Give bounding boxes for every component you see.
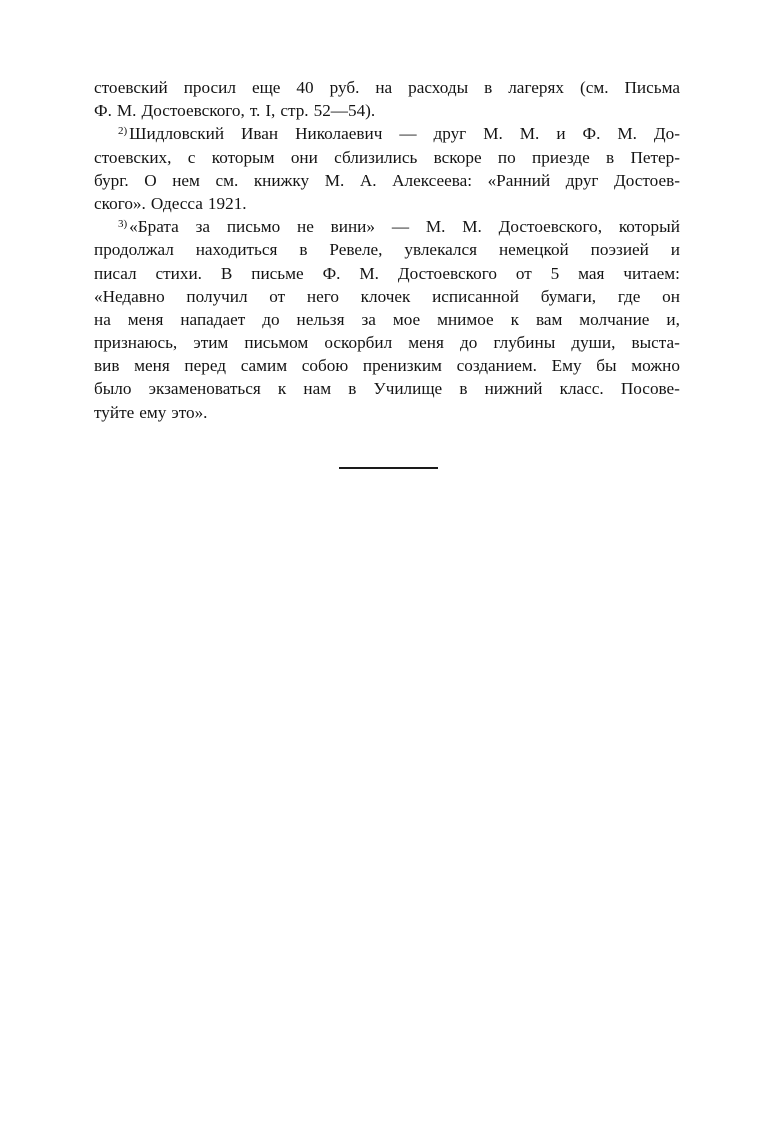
word: меня (408, 333, 444, 353)
word: выста- (631, 333, 680, 353)
word: писал (94, 263, 137, 283)
word: туйте (94, 402, 135, 422)
word: Алексеева: (392, 170, 473, 190)
word: это». (171, 402, 208, 422)
word: от (269, 286, 286, 306)
word: в (348, 379, 357, 399)
text-line (94, 99, 680, 122)
word: $^{2)}$ Шидловский (118, 124, 225, 144)
section-divider-rule (339, 467, 438, 469)
word: мое (392, 309, 421, 329)
word: М. (519, 124, 540, 144)
word: Николаевич (295, 124, 383, 144)
word: до (460, 333, 478, 353)
text-line (94, 76, 680, 99)
word: До- (653, 124, 680, 144)
word: за (195, 217, 211, 237)
footnote-marker: 3) (118, 218, 128, 231)
word: М. (359, 263, 379, 283)
word: просил (183, 78, 236, 97)
text-line (94, 354, 680, 377)
word: Ф. (322, 263, 341, 283)
word: собою (301, 356, 349, 376)
word: не (297, 217, 314, 237)
word: самим (240, 356, 288, 376)
word: руб. (329, 78, 360, 97)
word: признаюсь, (94, 333, 178, 353)
word: и (670, 240, 680, 260)
word: души, (571, 333, 616, 353)
word: до (262, 309, 280, 329)
word: поэзией (590, 240, 649, 260)
word: мнимое (437, 309, 494, 329)
word: исписанной (432, 286, 519, 306)
word: мая (578, 263, 605, 283)
word: Ревеле, (329, 240, 383, 260)
word: 52—54). (313, 101, 376, 121)
word: — (399, 124, 417, 144)
word: Одесса (150, 193, 203, 213)
footnote-2 (94, 122, 680, 215)
word: было (94, 379, 132, 399)
word: читаем: (623, 263, 680, 283)
text-line (94, 122, 680, 145)
word: Иван (240, 124, 279, 144)
word: — (391, 217, 409, 237)
footnote-marker: 2) (118, 125, 128, 138)
word: в (606, 147, 615, 167)
word: М. (483, 124, 503, 144)
text-line (94, 401, 680, 424)
word: М. (462, 217, 482, 237)
word: увлекался (404, 240, 478, 260)
word: пренизким (362, 356, 442, 376)
word: оскорбил (324, 333, 393, 353)
word: Достоев- (614, 170, 680, 190)
word: Достоевского, (498, 217, 602, 237)
word: см. (215, 170, 239, 190)
word: к (510, 309, 519, 329)
word: М. (116, 101, 137, 121)
word: ского». (94, 193, 146, 213)
word: приезде (532, 147, 590, 167)
word: экзаменоваться (148, 379, 261, 399)
text-line (94, 285, 680, 308)
word: стр. (280, 101, 309, 121)
word: вив (94, 356, 120, 376)
word: нем (172, 170, 200, 190)
word: еще (251, 78, 281, 97)
word: можно (631, 356, 680, 376)
text-line (94, 169, 680, 192)
footnote-3 (94, 215, 680, 424)
word: 5 (550, 263, 560, 283)
word: к (277, 379, 287, 399)
word: перед (184, 356, 226, 376)
word: бумаги, (540, 286, 597, 306)
word: 1921. (207, 193, 247, 213)
word: они (290, 147, 318, 167)
word: клочек (360, 286, 411, 306)
word: он (662, 286, 680, 306)
text-line (94, 308, 680, 331)
word: «Ранний (487, 170, 551, 190)
text-line (94, 377, 680, 400)
word: нам (303, 379, 332, 399)
word: ему (139, 402, 167, 422)
word: в (484, 78, 493, 97)
text-line (94, 192, 680, 215)
word: вам (535, 309, 563, 329)
word: от (515, 263, 532, 283)
text-line (94, 146, 680, 169)
word: Ему (551, 356, 582, 376)
word: который (618, 217, 680, 237)
word: А. (359, 170, 377, 190)
word: и, (666, 309, 680, 329)
word: стоевских, (94, 147, 172, 167)
word: Достоевского (397, 263, 497, 283)
word: М. (324, 170, 345, 190)
word: Достоевского, (141, 101, 245, 121)
word: него (306, 286, 339, 306)
word: на (375, 78, 393, 97)
word: которым (211, 147, 275, 167)
word: этим (193, 333, 229, 353)
word: нижний (484, 379, 543, 399)
word: сблизились (334, 147, 418, 167)
word: в (299, 240, 308, 260)
text-line (94, 331, 680, 354)
word: друг (565, 170, 599, 190)
word: по (497, 147, 516, 167)
word: М. (617, 124, 637, 144)
footnotes-page (94, 76, 680, 424)
word: I, (265, 101, 276, 121)
word: Письма (624, 78, 680, 97)
word: меня (134, 356, 170, 376)
word: $^{3)}$ «Брата (118, 217, 179, 237)
word: лагерях (508, 78, 564, 97)
text-line (94, 215, 680, 238)
word: в (459, 379, 468, 399)
word: Ф. (94, 101, 112, 121)
word: письме (251, 263, 304, 283)
word: где (617, 286, 641, 306)
word: О (144, 170, 157, 190)
word: нападает (180, 309, 246, 329)
word: за (361, 309, 376, 329)
word: вини» (330, 217, 375, 237)
word: т. (249, 101, 261, 121)
word: друг (433, 124, 467, 144)
word: Училище (373, 379, 443, 399)
word: стихи. (155, 263, 202, 283)
word: получил (186, 286, 248, 306)
word: меня (127, 309, 164, 329)
word: (см. (579, 78, 609, 97)
word: Посове- (620, 379, 680, 399)
word: продолжал (94, 240, 174, 260)
word: М. (425, 217, 446, 237)
word: Ф. (582, 124, 601, 144)
word: В (220, 263, 233, 283)
word: Петер- (630, 147, 680, 167)
word: с (187, 147, 196, 167)
word: глубины (493, 333, 556, 353)
word: стоевский (94, 78, 168, 97)
word: письмом (244, 333, 309, 353)
text-line (94, 262, 680, 285)
word: находиться (195, 240, 278, 260)
word: немецкой (498, 240, 569, 260)
word: письмо (226, 217, 281, 237)
word: молчание (579, 309, 650, 329)
text-line (94, 238, 680, 261)
word: «Недавно (94, 286, 165, 306)
footnote-continuation (94, 76, 680, 122)
word: нельзя (296, 309, 345, 329)
word: созданием. (456, 356, 537, 376)
word: на (94, 309, 111, 329)
word: класс. (559, 379, 604, 399)
word: книжку (253, 170, 310, 190)
word: и (556, 124, 566, 144)
word: бы (596, 356, 617, 376)
word: расходы (408, 78, 469, 97)
word: вскоре (433, 147, 482, 167)
word: 40 (296, 78, 314, 97)
word: бург. (94, 170, 129, 190)
